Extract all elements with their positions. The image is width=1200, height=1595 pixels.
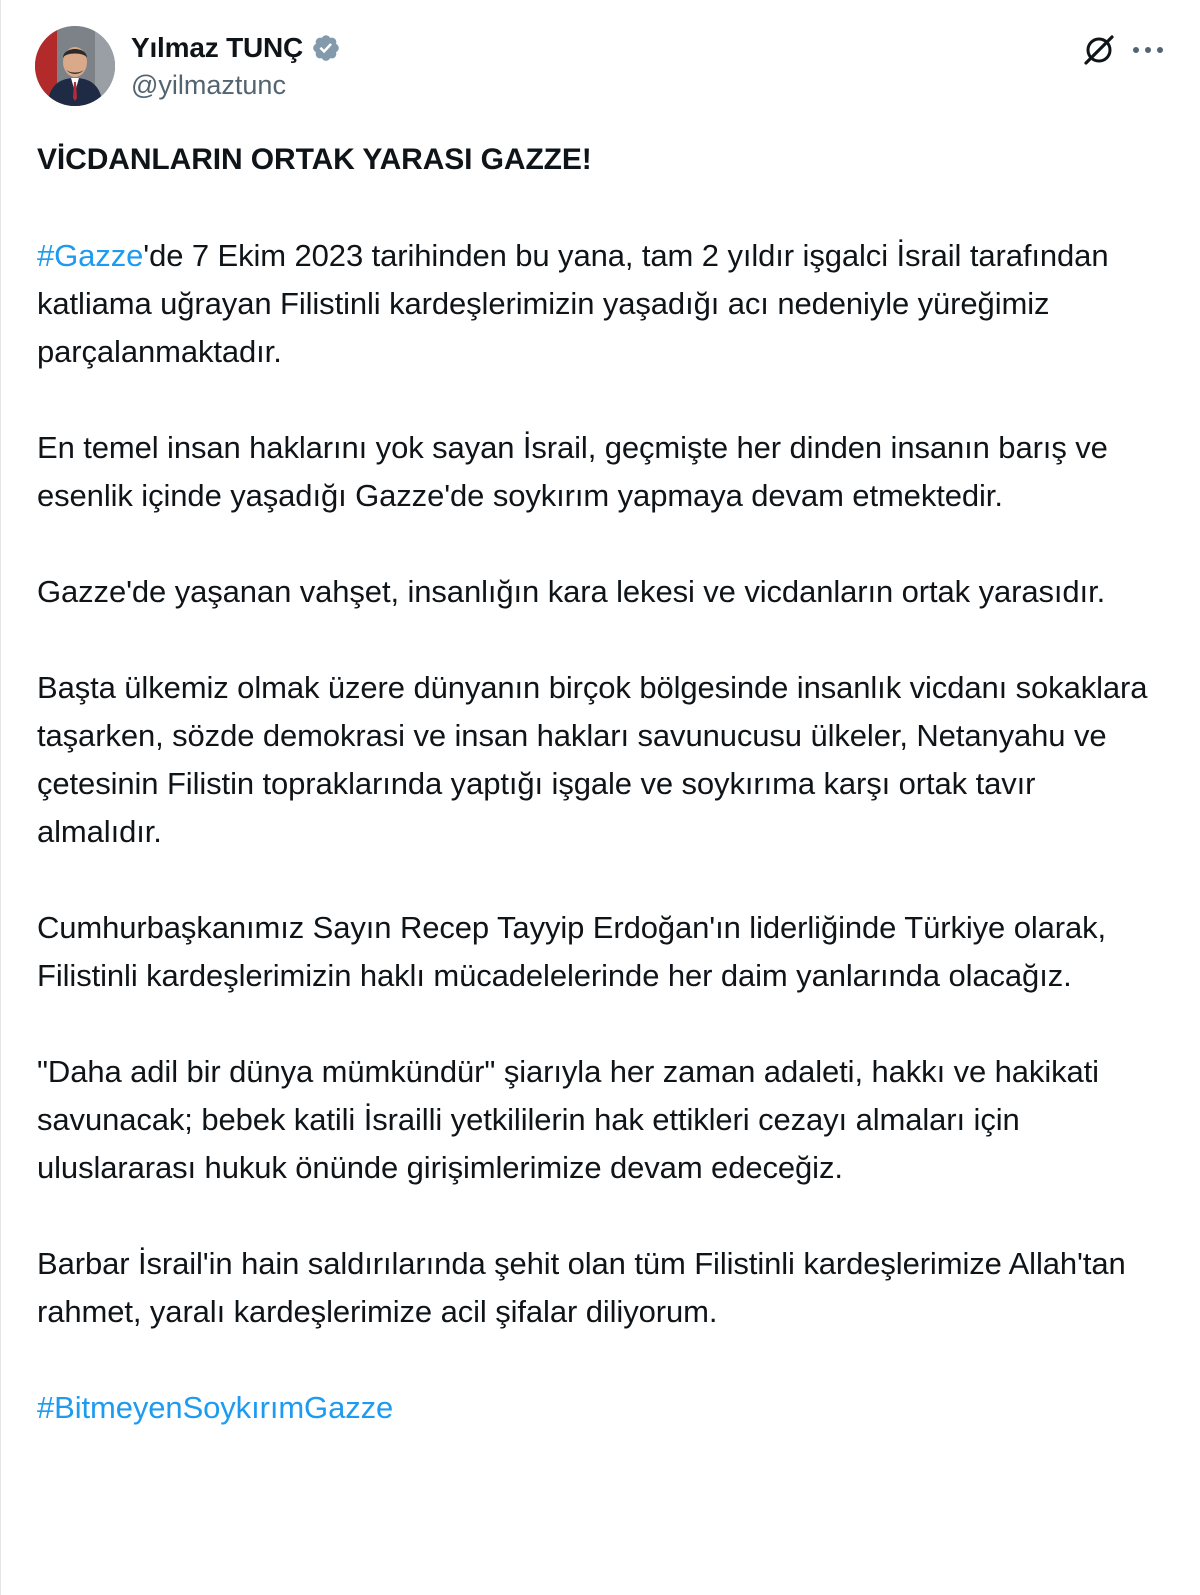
tweet-header [35, 26, 1165, 108]
tweet-title: VİCDANLARIN ORTAK YARASI GAZZE! [37, 143, 592, 176]
verified-badge-icon [311, 33, 341, 63]
closing-hashtag-link[interactable]: #BitmeyenSoykırımGazze [37, 1390, 394, 1425]
tweet-text [37, 136, 1167, 1432]
avatar[interactable] [35, 26, 115, 106]
paragraph-1-text: 'de 7 Ekim 2023 tarihinden bu yana, tam 2 yıldır işgalci İsrail tarafından katliama uğrayan Filistinli kardeşlerimizin yaşadığı acı nedeniyle yüreğimiz parçalanmaktadır. [37, 238, 1109, 369]
paragraph-7: Barbar İsrail'in hain saldırılarında şehit olan tüm Filistinli kardeşlerimize Allah'tan rahmet, yaralı kardeşlerimize acil şifalar diliyorum. [37, 1246, 1126, 1329]
paragraph-1 [37, 232, 1167, 376]
author-display-name[interactable]: Yılmaz TUNÇ [131, 32, 304, 63]
paragraph-3: Gazze'de yaşanan vahşet, insanlığın kara lekesi ve vicdanların ortak yarasıdır. [37, 574, 1106, 609]
hashtag-link[interactable]: #Gazze [37, 238, 144, 273]
paragraph-6: "Daha adil bir dünya mümkündür" şiarıyla her zaman adaleti, hakkı ve hakikati savunacak; bebek katili İsrailli yetkililerin hak ettikleri cezayı almaları için uluslararası hukuk önünde girişimlerimize devam edeceğiz. [37, 1054, 1099, 1185]
paragraph-2: En temel insan haklarını yok sayan İsrail, geçmişte her dinden insanın barış ve esenlik içinde yaşadığı Gazze'de soykırım yapmaya devam etmektedir. [37, 430, 1108, 513]
paragraph-5: Cumhurbaşkanımız Sayın Recep Tayyip Erdoğan'ın liderliğinde Türkiye olarak, Filistinli kardeşlerimizin haklı mücadelelerinde her daim yanlarında olacağız. [37, 910, 1107, 993]
author-name-row [131, 30, 341, 66]
grok-icon[interactable] [1081, 32, 1117, 68]
paragraph-4: Başta ülkemiz olmak üzere dünyanın birçok bölgesinde insanlık vicdanı sokaklara taşarken, sözde demokrasi ve insan hakları savunucusu ülkeler, Netanyahu ve çetesinin Filistin topraklarında yaptığı işgale ve soykırıma karşı ortak tavır almalıdır. [37, 670, 1148, 849]
more-options-icon[interactable] [1131, 34, 1165, 66]
author-handle[interactable]: @yilmaztunc [131, 70, 286, 100]
